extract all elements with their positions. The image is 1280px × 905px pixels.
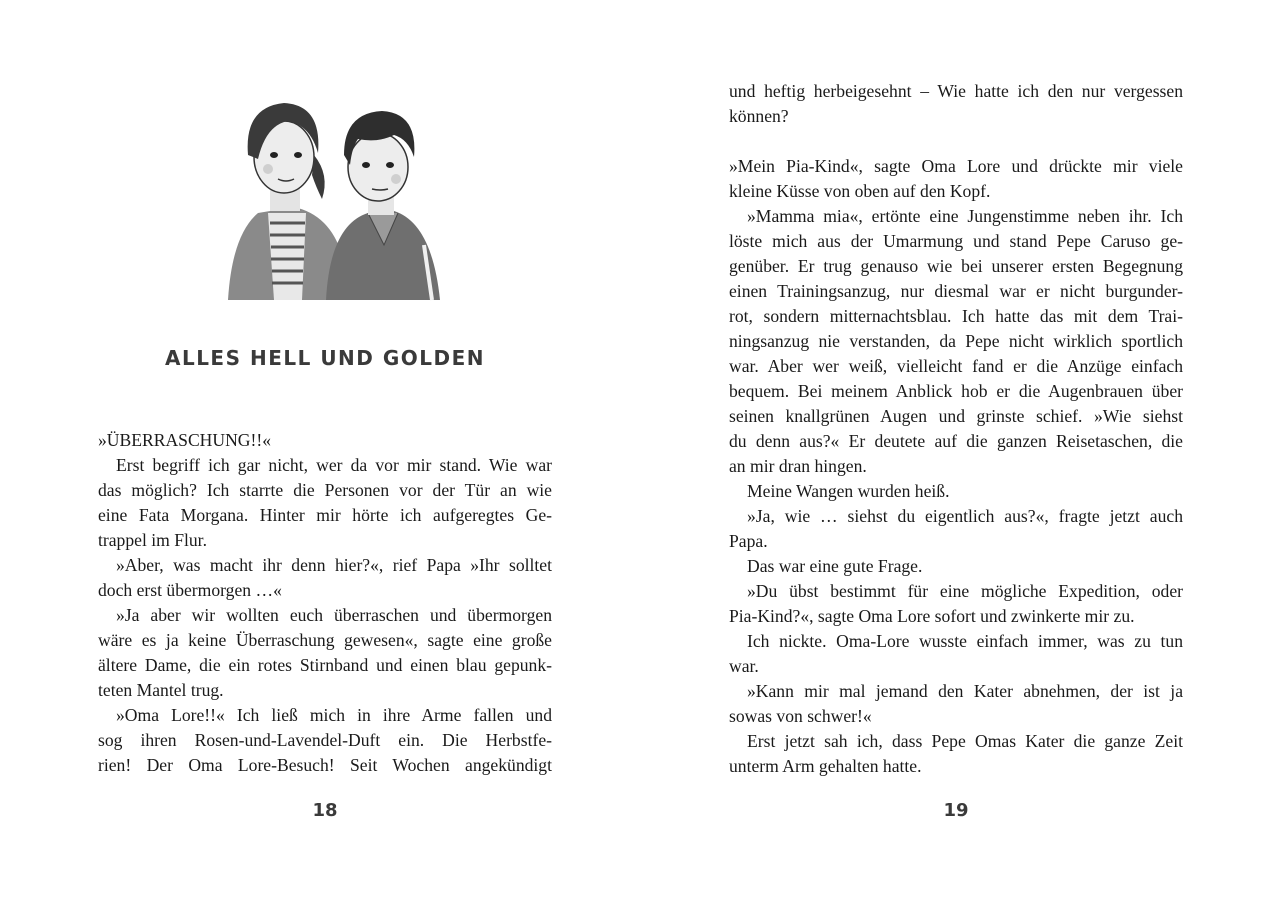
text-line: Erst jetzt sah ich, dass Pepe Omas Kater die ganze Zeit (747, 731, 1183, 751)
text-line: rot, sondern mitternachtsblau. Ich hatte das mit dem Trai- (729, 306, 1183, 326)
text-line: »Ja, wie … siehst du eigentlich aus?«, fragte jetzt auch (747, 506, 1183, 526)
text-line: war. (729, 656, 759, 676)
chapter-title: ALLES HELL UND GOLDEN (164, 346, 486, 370)
text-line: einen Trainingsanzug, nur diesmal war er nicht burgunder- (729, 281, 1183, 301)
boy-figure (326, 111, 440, 300)
text-line: »Du übst bestimmt für eine mögliche Expedition, oder (747, 581, 1183, 601)
left-page-body-text (98, 428, 552, 778)
text-line: bequem. Bei meinem Anblick hob er die Augenbrauen über (729, 381, 1183, 401)
text-line: und heftig herbeigesehnt – Wie hatte ich den nur vergessen (729, 81, 1183, 101)
text-line: Ich nickte. Oma-Lore wusste einfach immer, was zu tun (747, 631, 1183, 651)
text-line: »ÜBERRASCHUNG!!« (98, 430, 272, 450)
page-number-right: 19 (943, 800, 969, 821)
paragraph-gap (729, 129, 1183, 154)
text-line: war. Aber wer weiß, vielleicht fand er die Anzüge einfach (729, 356, 1183, 376)
text-line: das möglich? Ich starrte die Personen vor der Tür an wie (98, 480, 552, 500)
text-line: Meine Wangen wurden heiß. (747, 481, 950, 501)
page-number-left: 18 (312, 800, 338, 821)
text-line: sog ihren Rosen-und-Lavendel-Duft ein. Die Herbstfe- (98, 730, 552, 750)
text-line: »Mamma mia«, ertönte eine Jungenstimme neben ihr. Ich (747, 206, 1183, 226)
text-line: können? (729, 106, 789, 126)
text-line: doch erst übermorgen …« (98, 580, 282, 600)
text-line: »Oma Lore!!« Ich ließ mich in ihre Arme fallen und (116, 705, 552, 725)
text-line: kleine Küsse von oben auf den Kopf. (729, 181, 991, 201)
text-line: eine Fata Morgana. Hinter mir hörte ich aufgeregtes Ge- (98, 505, 552, 525)
right-page (640, 0, 1280, 905)
text-line: seinen knallgrünen Augen und grinste schief. »Wie siehst (729, 406, 1183, 426)
text-line: teten Mantel trug. (98, 680, 224, 700)
text-line: löste mich aus der Umarmung und stand Pepe Caruso ge- (729, 231, 1183, 251)
text-line: ältere Dame, die ein rotes Stirnband und einen blau gepunk- (98, 655, 552, 675)
right-page-body-text (729, 79, 1183, 779)
text-line: ningsanzug nie verstanden, da Pepe nicht wirklich sportlich (729, 331, 1183, 351)
text-line: sowas von schwer!« (729, 706, 872, 726)
text-line: rien! Der Oma Lore-Besuch! Seit Wochen angekündigt (98, 755, 552, 775)
text-line: »Ja aber wir wollten euch überraschen und übermorgen (116, 605, 552, 625)
text-line: »Kann mir mal jemand den Kater abnehmen, der ist ja (747, 681, 1183, 701)
text-line: Das war eine gute Frage. (747, 556, 923, 576)
text-line: »Aber, was macht ihr denn hier?«, rief Papa »Ihr solltet (116, 555, 552, 575)
text-line: »Mein Pia-Kind«, sagte Oma Lore und drückte mir viele (729, 156, 1183, 176)
text-line: Erst begriff ich gar nicht, wer da vor mir stand. Wie war (116, 455, 552, 475)
text-line: trappel im Flur. (98, 530, 207, 550)
text-line: unterm Arm gehalten hatte. (729, 756, 922, 776)
text-line: genüber. Er trug genauso wie bei unserer ersten Begegnung (729, 256, 1183, 276)
text-line: an mir dran hingen. (729, 456, 867, 476)
text-line: Papa. (729, 531, 768, 551)
text-line: Pia-Kind?«, sagte Oma Lore sofort und zwinkerte mir zu. (729, 606, 1135, 626)
text-line: wäre es ja keine Überraschung gewesen«, sagte eine große (98, 630, 552, 650)
text-line: du denn aus?« Er deutete auf die ganzen Reisetaschen, die (729, 431, 1183, 451)
chapter-illustration-two-kids (218, 95, 450, 307)
